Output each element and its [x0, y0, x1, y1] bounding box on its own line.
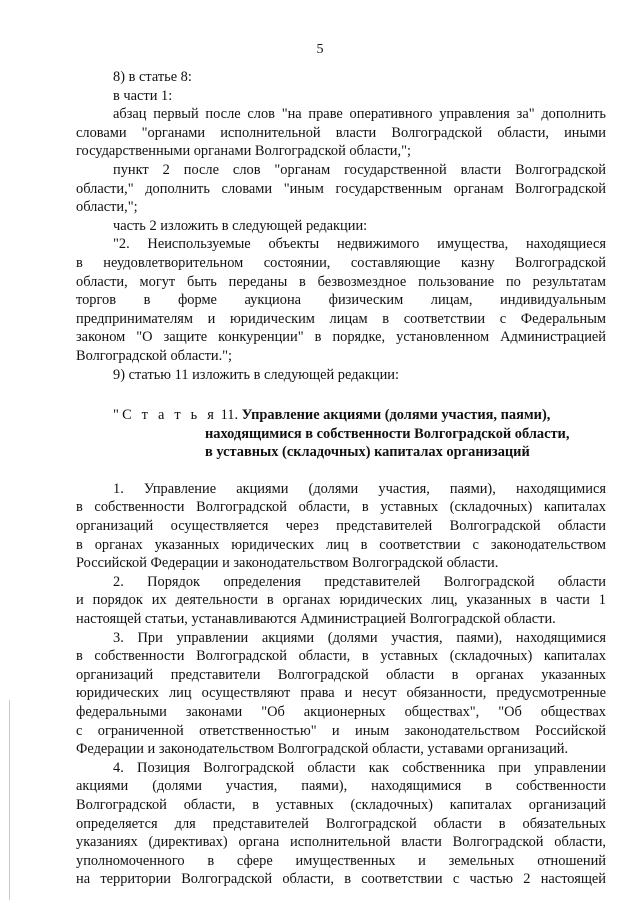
text-line: определяется для представителей Волгоградской области в обязательных — [76, 815, 606, 832]
text-line: федеральными законами "Об акционерных обществах", "Об обществах — [76, 704, 606, 720]
article-title-line-3: в уставных (складочных) капиталах организаций — [205, 444, 530, 461]
text-line: в органах указанных юридических лиц в соответствии с законодательством — [76, 536, 606, 553]
amendment-item-9: 9) статью 11 изложить в следующей редакции: — [113, 366, 399, 383]
article-title-line-1: Управление акциями (долями участия, паями), — [241, 407, 551, 424]
article-number: 11. — [220, 407, 239, 424]
text-line: области,"; — [76, 199, 138, 216]
paragraph-abzac — [76, 105, 606, 161]
article-clause-1 — [76, 480, 606, 573]
text-line: в неудовлетворительном состоянии, составляющие казну Волгоградской — [76, 254, 606, 271]
text-line: организаций осуществляется через представителей Волгоградской области — [76, 518, 606, 535]
text-line: словами "органами исполнительной власти Волгоградской области, иными — [76, 124, 606, 141]
text-line: на территории Волгоградской области, в соответствии с частью 2 настоящей — [76, 871, 606, 888]
text-line: Российской Федерации и законодательством Волгоградской области. — [76, 555, 499, 572]
text-line: Федерации и законодательством Волгоградской области, уставами организаций. — [76, 741, 569, 758]
text-line: уполномоченного в сфере имущественных и земельных отношений — [76, 852, 606, 869]
article-heading — [76, 406, 606, 462]
text-line: 2. Порядок определения представителей Волгоградской области — [113, 573, 606, 590]
article-clause-3 — [76, 629, 606, 759]
text-line: Волгоградской области."; — [76, 347, 233, 364]
amendment-item-8: 8) в статье 8: — [113, 69, 192, 85]
scan-margin-mark — [9, 700, 10, 900]
text-line: 1. Управление акциями (долями участия, паями), находящимися — [113, 480, 606, 497]
text-line: организаций представители Волгоградской области в органах указанных — [76, 666, 606, 683]
article-clause-4 — [76, 759, 606, 889]
text-line: государственными органами Волгоградской области,"; — [76, 143, 411, 160]
text-line: настоящей статьи, устанавливаются Администрацией Волгоградской области. — [76, 611, 556, 628]
text-line: 4. Позиция Волгоградской области как собственника при управлении — [113, 759, 606, 776]
amendment-part-2: часть 2 изложить в следующей редакции: — [113, 217, 368, 234]
text-line: юридических лиц осуществляют права и несут обязанности, предусмотренные — [76, 685, 606, 702]
text-line: указаниях (директивах) органа исполнительной власти Волгоградской области, — [76, 834, 606, 851]
article-title-line-2: находящимися в собственности Волгоградской области, — [205, 425, 570, 442]
amendment-part-1: в части 1: — [113, 87, 173, 104]
text-line: законом "О защите конкуренции" в порядке, установленном Администрацией — [76, 329, 606, 346]
text-line: и порядок их деятельности в органах юридических лиц, указанных в части 1 — [76, 592, 606, 609]
text-line: Волгоградской области, в уставных (складочных) капиталах организаций — [76, 796, 606, 813]
text-line: области, могут быть переданы в безвозмездное пользование по результатам — [76, 273, 606, 290]
text-line: в собственности Волгоградской области, в уставных (складочных) капиталах — [76, 499, 606, 516]
text-line: с ограниченной ответственностью" и иным законодательством Российской — [76, 722, 606, 739]
text-line: "2. Неиспользуемые объекты недвижимого имущества, находящиеся — [113, 236, 606, 253]
text-line: абзац первый после слов "на праве оперативного управления за" дополнить — [113, 106, 606, 123]
text-line: области," дополнить словами "иным государственным органам Волгоградской — [76, 180, 606, 197]
article-clause-2 — [76, 573, 606, 629]
paragraph-punkt-2 — [76, 161, 606, 217]
text-line: пункт 2 после слов "органам государственной власти Волгоградской — [113, 161, 606, 178]
paragraph-quote-part-2 — [76, 235, 606, 365]
text-line: в собственности Волгоградской области, в уставных (складочных) капиталах — [76, 648, 606, 665]
document-body — [76, 68, 606, 889]
text-line: акциями (долями участия, паями), находящимися в собственности — [76, 778, 606, 795]
text-line: 3. При управлении акциями (долями участия, паями), находящимися — [113, 629, 606, 646]
article-prefix: "С т а т ь я — [113, 407, 218, 424]
page-number: 5 — [316, 42, 324, 57]
text-line: предпринимателям и юридическим лицам в соответствии с Федеральным — [76, 310, 606, 327]
text-line: торгов в форме аукциона физическим лицам, индивидуальным — [76, 292, 606, 309]
